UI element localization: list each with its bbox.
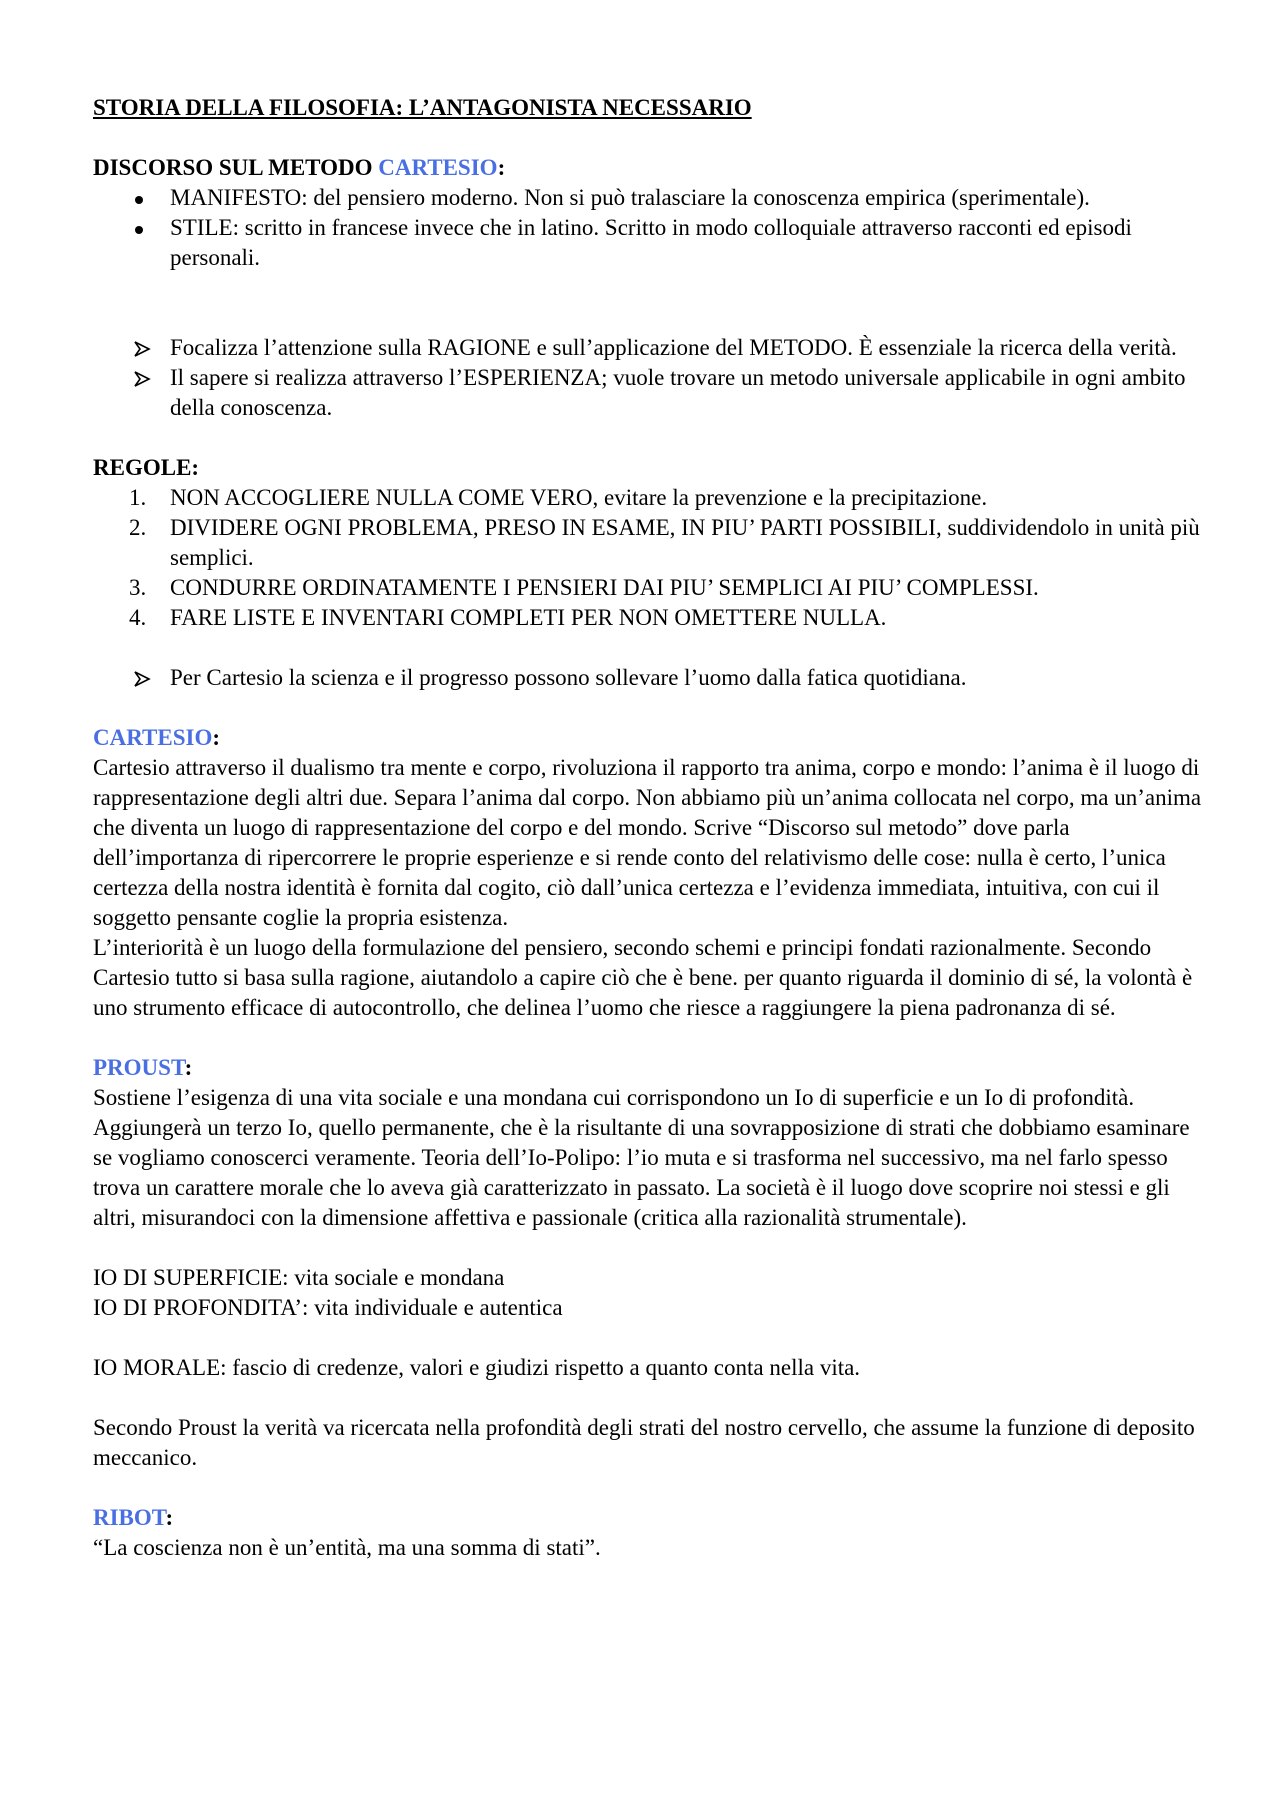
spacer	[93, 273, 1203, 333]
io-superficie-line: IO DI SUPERFICIE: vita sociale e mondana	[93, 1265, 505, 1290]
arrow-bullet-icon	[133, 670, 151, 688]
bullet-dot-icon	[135, 226, 143, 234]
heading-colon: :	[165, 1505, 174, 1530]
list-item	[93, 573, 1203, 603]
list-item-text: FARE LISTE E INVENTARI COMPLETI PER NON OMETTERE NULLA.	[170, 605, 887, 630]
spacer	[93, 1023, 1203, 1053]
spacer	[93, 1383, 1203, 1413]
list-number: 3.	[129, 575, 147, 600]
spacer	[93, 423, 1203, 453]
document-title: STORIA DELLA FILOSOFIA: L’ANTAGONISTA NECESSARIO	[93, 95, 752, 120]
arrow-list	[93, 333, 1203, 423]
spacer	[93, 693, 1203, 723]
bullet-dot-icon	[135, 196, 143, 204]
list-item	[93, 363, 1203, 423]
paragraph-proust-verita: Secondo Proust la verità va ricercata nella profondità degli strati del nostro cervello, che assume la funzione di deposito meccanico.	[93, 1415, 1195, 1470]
section-heading-proust	[93, 1053, 1203, 1083]
list-number: 2.	[129, 515, 147, 540]
list-item-text: Focalizza l’attenzione sulla RAGIONE e sull’applicazione del METODO. È essenziale la ricerca della verità.	[170, 335, 1177, 360]
paragraph-cartesio-1: Cartesio attraverso il dualismo tra mente e corpo, rivoluziona il rapporto tra anima, corpo e mondo: l’anima è il luogo di rappresentazione degli altri due. Separa l’anima dal corpo. Non abbiamo più un’anima collocata nel corpo, ma un’anima che diventa un luogo di rappresentazione del corpo e del mondo. Scrive “Discorso sul metodo” dove parla dell’importanza di ripercorrere le proprie esperienze e si rende conto del relativismo delle cose: nulla è certo, l’unica certezza della nostra identità è fornita dal cogito, ciò dall’unica certezza e l’evidenza immediata, intuitiva, con cui il soggetto pensante coglie la propria esistenza.	[93, 755, 1202, 930]
bullet-list	[93, 183, 1203, 273]
section-heading-regole: REGOLE:	[93, 455, 200, 480]
numbered-list	[93, 483, 1203, 633]
list-number: 4.	[129, 605, 147, 630]
heading-prefix: DISCORSO SUL METODO	[93, 155, 379, 180]
io-profondita-line: IO DI PROFONDITA’: vita individuale e autentica	[93, 1295, 563, 1320]
list-item	[93, 603, 1203, 633]
list-item	[93, 333, 1203, 363]
list-item	[93, 183, 1203, 213]
heading-colon: :	[184, 1055, 193, 1080]
ribot-quote: “La coscienza non è un’entità, ma una somma di stati”.	[93, 1535, 601, 1560]
list-item-text: Per Cartesio la scienza e il progresso possono sollevare l’uomo dalla fatica quotidiana.	[170, 665, 967, 690]
heading-colon: :	[212, 725, 221, 750]
list-number: 1.	[129, 485, 147, 510]
arrow-bullet-icon	[133, 340, 151, 358]
document-page	[93, 93, 1203, 1563]
heading-name-ribot: RIBOT	[93, 1505, 166, 1530]
paragraph-proust: Sostiene l’esigenza di una vita sociale e una mondana cui corrispondono un Io di superficie e un Io di profondità. Aggiungerà un terzo Io, quello permanente, che è la risultante di una sovrapposizione di strati che dobbiamo esaminare se vogliamo conoscerci veramente. Teoria dell’Io-Polipo: l’io muta e si trasforma nel successivo, ma nel farlo spesso trova un carattere morale che lo aveva già caratterizzato in passato. La società è il luogo dove scoprire noi stessi e gli altri, misurandoci con la dimensione affettiva e passionale (critica alla razionalità strumentale).	[93, 1085, 1190, 1230]
spacer	[93, 1473, 1203, 1503]
list-item-text: DIVIDERE OGNI PROBLEMA, PRESO IN ESAME, IN PIU’ PARTI POSSIBILI, suddividendolo in unità più semplici.	[170, 515, 1200, 570]
section-heading-cartesio	[93, 723, 1203, 753]
arrow-bullet-icon	[133, 370, 151, 388]
list-item-text: NON ACCOGLIERE NULLA COME VERO, evitare la prevenzione e la precipitazione.	[170, 485, 988, 510]
list-item-text: CONDURRE ORDINATAMENTE I PENSIERI DAI PIU’ SEMPLICI AI PIU’ COMPLESSI.	[170, 575, 1039, 600]
heading-name-cartesio: CARTESIO	[378, 155, 498, 180]
heading-name-cartesio: CARTESIO	[93, 725, 213, 750]
section-heading-ribot	[93, 1503, 1203, 1533]
io-morale-line: IO MORALE: fascio di credenze, valori e giudizi rispetto a quanto conta nella vita.	[93, 1355, 861, 1380]
heading-name-proust: PROUST	[93, 1055, 185, 1080]
paragraph-cartesio-2: L’interiorità è un luogo della formulazione del pensiero, secondo schemi e principi fondati razionalmente. Secondo Cartesio tutto si basa sulla ragione, aiutandolo a capire ciò che è bene. per quanto riguarda il dominio di sé, la volontà è uno strumento efficace di autocontrollo, che delinea l’uomo che riesce a raggiungere la piena padronanza di sé.	[93, 935, 1193, 1020]
list-item	[93, 513, 1203, 573]
spacer	[93, 1323, 1203, 1353]
spacer	[93, 633, 1203, 663]
list-item-text: STILE: scritto in francese invece che in latino. Scritto in modo colloquiale attraverso racconti ed episodi personali.	[170, 215, 1132, 270]
section-heading-discorso	[93, 153, 1203, 183]
list-item-text: Il sapere si realizza attraverso l’ESPERIENZA; vuole trovare un metodo universale applicabile in ogni ambito della conoscenza.	[170, 365, 1186, 420]
list-item	[93, 483, 1203, 513]
spacer	[93, 1233, 1203, 1263]
list-item-text: MANIFESTO: del pensiero moderno. Non si può tralasciare la conoscenza empirica (sperimentale).	[170, 185, 1090, 210]
arrow-list	[93, 663, 1203, 693]
heading-colon: :	[497, 155, 506, 180]
list-item	[93, 663, 1203, 693]
list-item	[93, 213, 1203, 273]
